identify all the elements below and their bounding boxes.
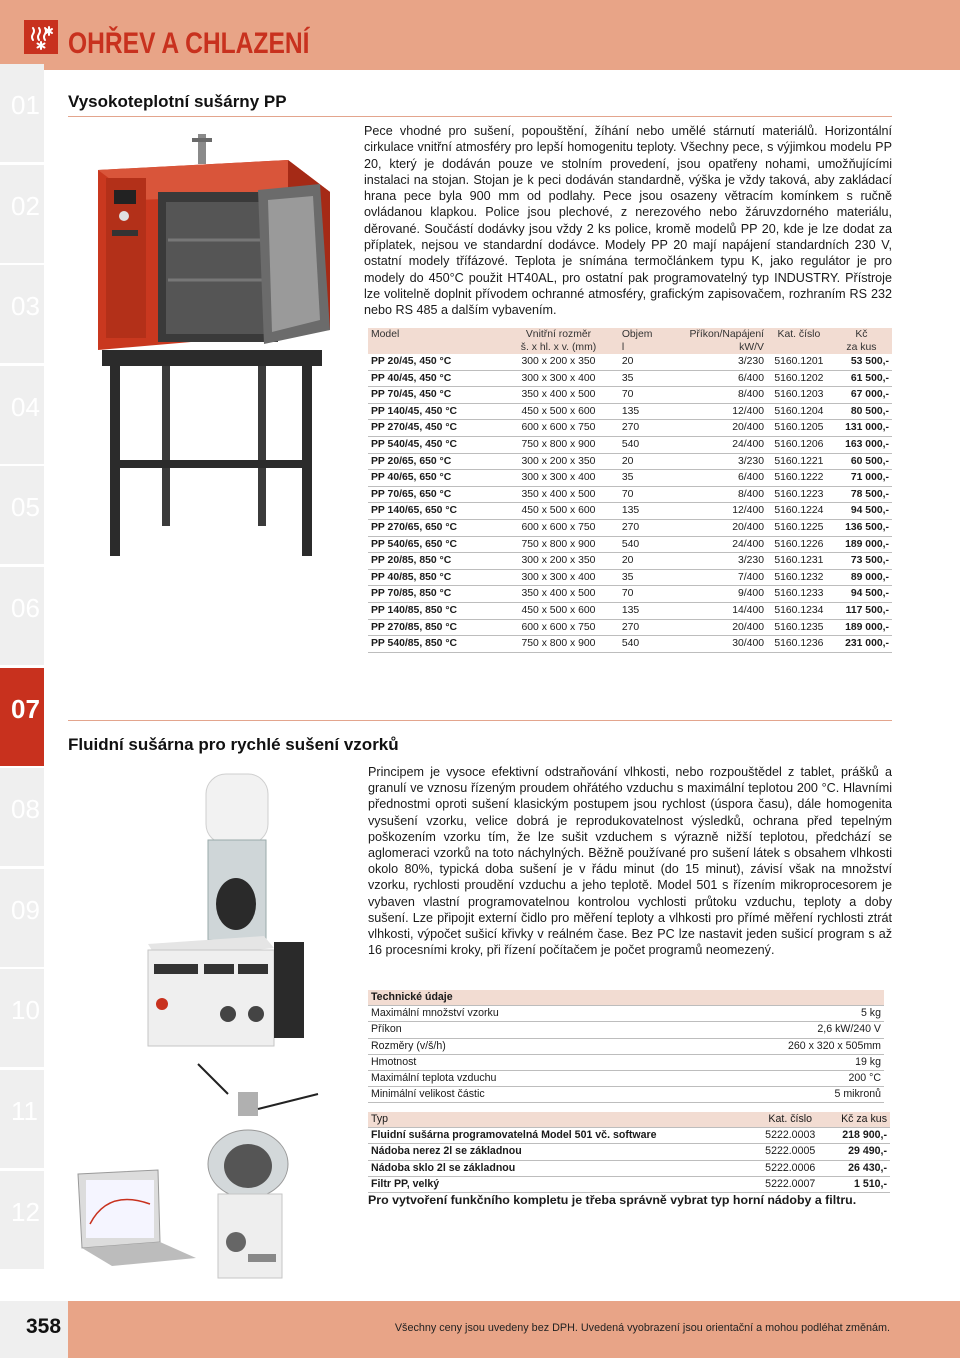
cell-volume: 20 xyxy=(621,356,634,367)
cell-catalog: 5160.1205 xyxy=(774,422,824,434)
cell-dimensions: 600 x 600 x 750 xyxy=(521,521,596,533)
cell-model: PP 140/65, 650 °C xyxy=(371,505,457,517)
cell-power: 12/400 xyxy=(732,505,764,517)
table-row xyxy=(368,1128,890,1144)
cell-model: PP 140/85, 850 °C xyxy=(371,604,457,616)
col-catalog: Kat. číslo xyxy=(767,328,831,354)
cell-volume: 135 xyxy=(621,505,640,517)
cell-model: PP 270/65, 650 °C xyxy=(371,521,457,533)
cell-volume: 270 xyxy=(621,521,640,533)
table-row xyxy=(368,1087,884,1103)
table-row xyxy=(368,1160,890,1176)
cell-price: 163 000,- xyxy=(845,438,889,450)
cell-model: PP 20/65, 650 °C xyxy=(371,455,452,467)
cell-dimensions: 300 x 300 x 400 xyxy=(521,472,596,484)
chapter-tab-11[interactable] xyxy=(0,1070,44,1168)
chapter-tab-09[interactable] xyxy=(0,869,44,967)
table-row xyxy=(368,619,892,636)
cell-model: PP 20/45, 450 °C xyxy=(371,356,452,367)
table-row xyxy=(368,1006,884,1022)
chapter-tab-03[interactable] xyxy=(0,265,44,363)
chapter-tab-08[interactable] xyxy=(0,768,44,866)
cell-model: PP 20/85, 850 °C xyxy=(371,555,452,567)
spec-value: 2,6 kW/240 V xyxy=(664,1022,884,1038)
cell-catalog: 5160.1224 xyxy=(774,505,824,517)
cell-catalog: 5222.0007 xyxy=(757,1176,824,1192)
cell-price: 117 500,- xyxy=(845,604,889,616)
table-row xyxy=(368,470,892,487)
table-row xyxy=(368,453,892,470)
chapter-tab-label: 07 xyxy=(11,693,40,724)
chapter-tab-10[interactable] xyxy=(0,969,44,1067)
cell-catalog: 5160.1202 xyxy=(774,372,824,384)
cell-volume: 540 xyxy=(621,638,640,650)
col-volume: Objem l xyxy=(614,328,679,354)
cell-volume: 540 xyxy=(621,538,640,550)
cell-catalog: 5222.0006 xyxy=(757,1160,824,1176)
cell-model: PP 40/45, 450 °C xyxy=(371,372,452,384)
spec-value: 5 mikronů xyxy=(664,1087,884,1103)
cell-catalog: 5160.1235 xyxy=(774,621,824,633)
table-row xyxy=(368,403,892,420)
chapter-tab-label: 10 xyxy=(11,995,40,1026)
col-price: Kč za kus xyxy=(831,328,892,354)
cell-volume: 35 xyxy=(621,571,634,583)
tech-specs-header: Technické údaje xyxy=(368,990,884,1006)
cell-catalog: 5222.0003 xyxy=(757,1128,824,1144)
table-row xyxy=(368,586,892,603)
cell-price: 231 000,- xyxy=(845,638,889,650)
chapter-tab-label: 04 xyxy=(11,391,40,422)
table-row xyxy=(368,486,892,503)
cell-catalog: 5160.1203 xyxy=(774,389,824,401)
cell-dimensions: 600 x 600 x 750 xyxy=(521,422,596,434)
spec-label: Příkon xyxy=(368,1022,664,1038)
cell-model: PP 540/65, 650 °C xyxy=(371,538,457,550)
cell-power: 12/400 xyxy=(732,405,764,417)
cell-dimensions: 300 x 200 x 350 xyxy=(521,455,596,467)
cell-power: 20/400 xyxy=(732,422,764,434)
cell-price: 80 500,- xyxy=(850,405,889,417)
cell-price: 94 500,- xyxy=(850,505,889,517)
cell-volume: 135 xyxy=(621,604,640,616)
cell-dimensions: 350 x 400 x 500 xyxy=(521,389,596,401)
cell-power: 9/400 xyxy=(737,588,764,600)
page-number-box xyxy=(0,1301,68,1358)
fluid-dryer-description: Principem je vysoce efektivní odstraňování vlhkosti, nebo rozpouštědel z tablet, prášků a granulí ve vznosu řízeným proudem ohřátého vzduchu s maximální teplotou 200 °C. Hlavními přednostmi oproti sušení klasickým postupem jsou rychlost (úspora času), dále homogenita vysušení vzorku, velice dobrá je reprodukovatelnost výsledků, ochrana před tepelným poškozením vzorku tím, že lze sušit vzduchem s výrazně nižší teplotou, předchází se aglomeraci vzorků na toto náchylných. Běžně používané pro sušení látek s obsahem vlhkosti okolo 80%, typická doba sušení je v řádu minut (do 15 minut), závisí však na množství vzorku, rychlosti proudění vzduchu a jeho teplotě. Model 501 s řízením mikroprocesorem je vybaven vlastní programovatelnou kontrolou vychlosti průtoku vzduchu, teploty a doby sušení. Lze připojit externí čidlo pro měření teploty a vlhkosti pro přímé měření rychlosti ztrát vlhkosti, výpočet sušicí křivky v reálném čase. Bez PC lze nastavit jeden sušicí program s až 16 procesními kroky, při řízení počítačem je počet programů neomezený. xyxy=(368,765,892,958)
cell-catalog: 5160.1206 xyxy=(774,438,824,450)
chapter-tab-label: 05 xyxy=(11,492,40,523)
cell-catalog: 5160.1234 xyxy=(774,604,824,616)
cell-model: PP 70/85, 850 °C xyxy=(371,588,452,600)
chapter-tab-label: 06 xyxy=(11,593,40,623)
cell-model: PP 40/85, 850 °C xyxy=(371,571,452,583)
cell-volume: 540 xyxy=(621,438,640,450)
cell-volume: 35 xyxy=(621,372,634,384)
cell-volume: 70 xyxy=(621,488,634,500)
cell-dimensions: 300 x 200 x 350 xyxy=(521,356,596,367)
cell-power: 6/400 xyxy=(737,472,764,484)
cell-power: 24/400 xyxy=(732,438,764,450)
cell-price: 189 000,- xyxy=(845,538,889,550)
cell-dimensions: 450 x 500 x 600 xyxy=(521,405,596,417)
heat-cool-logo-icon xyxy=(24,20,58,54)
cell-power: 3/230 xyxy=(737,455,764,467)
cell-catalog: 5160.1223 xyxy=(774,488,824,500)
cell-price: 26 430,- xyxy=(823,1160,890,1176)
chapter-tab-04[interactable] xyxy=(0,366,44,464)
col-model: Model xyxy=(368,328,503,354)
cell-price: 61 500,- xyxy=(850,372,889,384)
cell-price: 29 490,- xyxy=(823,1144,890,1160)
cell-dimensions: 600 x 600 x 750 xyxy=(521,621,596,633)
chapter-tab-12[interactable] xyxy=(0,1171,44,1269)
cell-catalog: 5160.1201 xyxy=(774,356,824,367)
chapter-tab-02[interactable] xyxy=(0,165,44,263)
spec-label: Maximální množství vzorku xyxy=(368,1006,664,1022)
chapter-tab-label: 09 xyxy=(11,894,40,925)
cell-volume: 270 xyxy=(621,422,640,434)
chapter-tab-label: 02 xyxy=(11,190,40,221)
cell-dimensions: 450 x 500 x 600 xyxy=(521,604,596,616)
cell-price: 53 500,- xyxy=(850,356,889,367)
table-row xyxy=(368,1071,884,1087)
cell-catalog: 5160.1222 xyxy=(774,472,824,484)
ovens-description: Pece vhodné pro sušení, popouštění, žíhání nebo umělé stárnutí materiálů. Horizontální cirkulace vnitřní atmosféry pro lepší homogenitu teploty. Všechny pece, s výjimkou modelu PP 20, který je dodáván pouze ve stolním provedení, jsou opatřeny nohami, umožňujícími instalaci na stojan. Stojan je k peci dodáván standardně, výška je vždy taková, aby zakládací hrana pece byla 900 mm od podlahy. Pece jsou osazeny větracím komínkem s ručně ovládanou klapkou. Police jsou plechové, z nerezového nebo žáruvzdorného materiálu, děrované. Součástí dodávky jsou vždy 2 ks police, kromě modelů PP 20, kde je lze dodat za příplatek, nejsou ve standardní dodávce. Modely PP 20 mají napájení standardních 230 V, ostatní modely třífázové. Teplota je snímána termočlánkem typu K, jako regulátor je pro modely do 450°C použit HT40AL, pro ostatní pak programovatelný typ INDUSTRY. Přístroje lze volitelně doplnit přívodem ochranné atmosféry, grafickým zapisovačem, rozhraním RS 232 nebo RS 485 a dalším vybavením. xyxy=(364,124,892,318)
cell-dimensions: 350 x 400 x 500 xyxy=(521,488,596,500)
page-number: 358 xyxy=(26,1315,62,1338)
cell-price: 1 510,- xyxy=(823,1176,890,1192)
spec-value: 200 °C xyxy=(664,1071,884,1087)
cell-dimensions: 750 x 800 x 900 xyxy=(521,638,596,650)
cell-power: 3/230 xyxy=(737,555,764,567)
spec-value: 260 x 320 x 505mm xyxy=(664,1038,884,1054)
table-row xyxy=(368,553,892,570)
chapter-tab-label: 08 xyxy=(11,794,40,825)
cell-model: PP 270/85, 850 °C xyxy=(371,621,457,633)
cell-power: 14/400 xyxy=(732,604,764,616)
cell-power: 8/400 xyxy=(737,389,764,401)
cell-power: 20/400 xyxy=(732,621,764,633)
cell-dimensions: 750 x 800 x 900 xyxy=(521,438,596,450)
chapter-tab-05[interactable] xyxy=(0,466,44,564)
cell-type: Fluidní sušárna programovatelná Model 501 vč. software xyxy=(368,1128,757,1144)
assembly-note: Pro vytvoření funkčního kompletu je třeba správně vybrat typ horní nádoby a filtru. xyxy=(368,1193,857,1207)
cell-volume: 70 xyxy=(621,588,634,600)
cell-catalog: 5160.1221 xyxy=(774,455,824,467)
table-row xyxy=(368,1144,890,1160)
cell-type: Nádoba nerez 2l se základnou xyxy=(368,1144,757,1160)
divider xyxy=(68,116,892,117)
cell-price: 71 000,- xyxy=(850,472,889,484)
cell-type: Nádoba sklo 2l se základnou xyxy=(368,1160,757,1176)
spec-label: Minimální velikost částic xyxy=(368,1087,664,1103)
table-row xyxy=(368,1054,884,1070)
cell-price: 67 000,- xyxy=(850,389,889,401)
divider xyxy=(68,720,892,721)
chapter-tab-label: 11 xyxy=(11,1096,38,1126)
cell-model: PP 70/65, 650 °C xyxy=(371,488,452,500)
cell-dimensions: 450 x 500 x 600 xyxy=(521,505,596,517)
cell-power: 8/400 xyxy=(737,488,764,500)
chapter-tab-label: 12 xyxy=(11,1196,40,1227)
cell-price: 73 500,- xyxy=(850,555,889,567)
chapter-tab-label: 03 xyxy=(11,291,40,322)
cell-power: 30/400 xyxy=(732,638,764,650)
spec-label: Rozměry (v/š/h) xyxy=(368,1038,664,1054)
cell-dimensions: 750 x 800 x 900 xyxy=(521,538,596,550)
cell-catalog: 5160.1233 xyxy=(774,588,824,600)
cell-price: 94 500,- xyxy=(850,588,889,600)
table-row xyxy=(368,1038,884,1054)
cell-model: PP 70/45, 450 °C xyxy=(371,389,452,401)
table-row xyxy=(368,519,892,536)
cell-catalog: 5160.1204 xyxy=(774,405,824,417)
cell-catalog: 5160.1225 xyxy=(774,521,824,533)
table-row xyxy=(368,602,892,619)
table-header-row xyxy=(368,990,884,1006)
table-row xyxy=(368,436,892,453)
table-row xyxy=(368,1022,884,1038)
order-table xyxy=(368,1112,890,1193)
cell-model: PP 140/45, 450 °C xyxy=(371,405,457,417)
col-type: Typ xyxy=(368,1112,757,1128)
cell-price: 60 500,- xyxy=(850,455,889,467)
spec-value: 5 kg xyxy=(664,1006,884,1022)
chapter-tab-label: 01 xyxy=(11,90,40,120)
cell-power: 6/400 xyxy=(737,372,764,384)
cell-price: 136 500,- xyxy=(845,521,889,533)
cell-power: 3/230 xyxy=(737,356,764,367)
cell-catalog: 5222.0005 xyxy=(757,1144,824,1160)
cell-catalog: 5160.1231 xyxy=(774,555,824,567)
cell-model: PP 40/65, 650 °C xyxy=(371,472,452,484)
cell-volume: 35 xyxy=(621,472,634,484)
cell-catalog: 5160.1232 xyxy=(774,571,824,583)
cell-model: PP 540/45, 450 °C xyxy=(371,438,457,450)
spec-value: 19 kg xyxy=(664,1054,884,1070)
chapter-tab-07[interactable] xyxy=(0,668,44,766)
cell-power: 7/400 xyxy=(737,571,764,583)
chapter-tab-06[interactable] xyxy=(0,567,44,665)
table-header-row xyxy=(368,328,892,354)
cell-price: 89 000,- xyxy=(850,571,889,583)
oven-photo xyxy=(58,130,358,560)
cell-catalog: 5160.1226 xyxy=(774,538,824,550)
footer-disclaimer: Všechny ceny jsou uvedeny bez DPH. Uvedená vyobrazení jsou orientační a mohou podléhat změnám. xyxy=(394,1322,890,1334)
cell-model: PP 540/85, 850 °C xyxy=(371,638,457,650)
cell-type: Filtr PP, velký xyxy=(368,1176,757,1192)
table-row xyxy=(368,569,892,586)
cell-volume: 270 xyxy=(621,621,640,633)
section-title-fluid-dryer: Fluidní sušárna pro rychlé sušení vzorků xyxy=(68,735,399,754)
cell-dimensions: 350 x 400 x 500 xyxy=(521,588,596,600)
spec-label: Maximální teplota vzduchu xyxy=(368,1071,664,1087)
table-header-row xyxy=(368,1112,890,1128)
col-dimensions: Vnitřní rozměr š. x hl. x v. (mm) xyxy=(503,328,614,354)
cell-volume: 70 xyxy=(621,389,634,401)
tech-specs-table xyxy=(368,990,884,1103)
cell-volume: 20 xyxy=(621,455,634,467)
cell-dimensions: 300 x 300 x 400 xyxy=(521,372,596,384)
table-row xyxy=(368,1176,890,1192)
table-row xyxy=(368,536,892,553)
cell-dimensions: 300 x 200 x 350 xyxy=(521,555,596,567)
cell-power: 24/400 xyxy=(732,538,764,550)
page-title: OHŘEV A CHLAZENÍ xyxy=(68,27,310,60)
col-power: Příkon/Napájení kW/V xyxy=(679,328,767,354)
cell-power: 20/400 xyxy=(732,521,764,533)
cell-price: 189 000,- xyxy=(845,621,889,633)
cell-volume: 20 xyxy=(621,555,634,567)
cell-volume: 135 xyxy=(621,405,640,417)
ovens-price-table xyxy=(368,328,892,653)
cell-model: PP 270/45, 450 °C xyxy=(371,422,457,434)
cell-price: 78 500,- xyxy=(850,488,889,500)
cell-dimensions: 300 x 300 x 400 xyxy=(521,571,596,583)
col-price: Kč za kus xyxy=(823,1112,890,1128)
section-title-ovens: Vysokoteplotní sušárny PP xyxy=(68,92,287,111)
fluid-dryer-photo xyxy=(68,764,358,1284)
chapter-tab-01[interactable] xyxy=(0,64,44,162)
table-row xyxy=(368,503,892,520)
table-row xyxy=(368,420,892,437)
table-row xyxy=(368,370,892,387)
cell-price: 218 900,- xyxy=(823,1128,890,1144)
col-catalog: Kat. číslo xyxy=(757,1112,824,1128)
cell-price: 131 000,- xyxy=(845,422,889,434)
cell-catalog: 5160.1236 xyxy=(774,638,824,650)
table-row xyxy=(368,636,892,653)
spec-label: Hmotnost xyxy=(368,1054,664,1070)
table-row xyxy=(368,354,892,370)
table-row xyxy=(368,387,892,404)
